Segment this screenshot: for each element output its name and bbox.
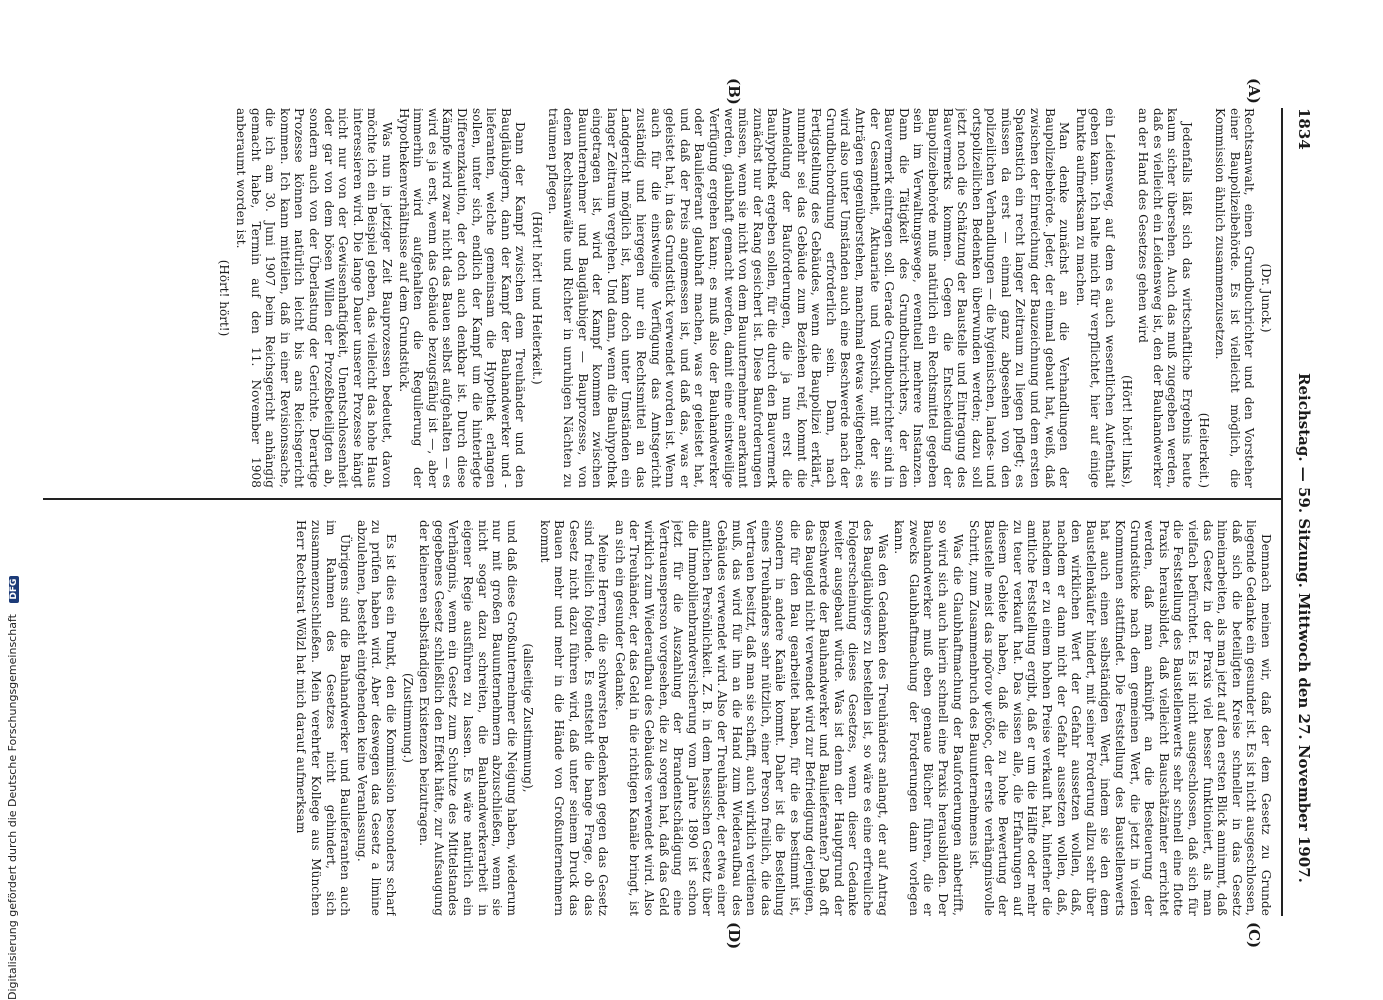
paragraph: Rechtsanwalt, einen Grundbuchrichter und den Vorsteher einer Baupolizeibehörde. Es ist vielleicht möglich, die Kommission ähnlich zusammenzusetzen. bbox=[1213, 108, 1257, 488]
page-header bbox=[1287, 108, 1313, 916]
interjection: (Zustimmung.) bbox=[400, 673, 415, 763]
dfg-logo: DFG bbox=[9, 576, 19, 603]
running-title: Reichstag. — 59. Sitzung. Mittwoch den 27. November 1907. bbox=[1295, 373, 1313, 883]
credit-text: Digitalisierung gefördert durch die Deutsche Forschungsgemeinschaft bbox=[6, 614, 19, 1000]
margin-marker-d: (D) bbox=[725, 922, 743, 950]
right-column bbox=[43, 520, 1273, 916]
paragraph: Meine Herren, die schwersten Bedenken gegen das Gesetz sind freilich folgende. Es entsteht die bange Frage, ob das Gesetz nicht dazu führen wird, daß unter seinem Druck das Bauen mehr und mehr in die Hände von Großunternehmern kommt bbox=[537, 520, 611, 916]
paragraph: Jedenfalls läßt sich das wirtschaftliche Ergebnis heute kaum sicher übersehen. Auch das muß zugegeben werden, daß es vielleicht ein Leidensweg ist, den der Bauhandwerker an der Hand des Gesetzes gehen wird bbox=[1136, 108, 1195, 488]
page-number: 1834 bbox=[1295, 108, 1313, 150]
paragraph: Was die Glaubhaftmachung der Bauforderungen anbetrifft, so wird sich auch hierin schnell eine Praxis herausbilden. Der Bauhandwerker muß eben genaue Bücher führen, die er zwecks Glaubhaftmachung der Forderungen dann vorlegen kann. bbox=[892, 520, 965, 916]
interjection: (Hört! hört! links), bbox=[1119, 374, 1134, 488]
interjection: (Hört! hört! und Heiterkeit.) bbox=[529, 211, 544, 385]
digitization-credit bbox=[6, 420, 20, 1000]
paragraph: Was nun in jetziger Zeit Bauprozessen bedeutet, davon möchte ich ein Beispiel geben, das vielleicht das hohe Haus interessieren wird. Die lange Dauer unserer Prozesse hängt nicht nur von der Gewissenhaftigkeit, Unentschlossenheit oder gar von dem bösen Willen der Prozeßbeteiligten ab, sondern auch von der Überlastung der Gerichte. Derartige Prozesse können natürlich leicht bis ans Reichsgericht kommen. Ich kann mitteilen, daß in einer Revisionssache, die ich am 30. Juni 1907 beim Reichsgericht anhängig gemacht habe, Termin auf den 11. November 1908 anberaumt worden ist. bbox=[234, 108, 394, 488]
margin-marker-b: (B) bbox=[725, 78, 743, 105]
paragraph: und daß diese Großunternehmer die Neigung haben, wiederum nur mit großen Bauunternehmern abzuschließen, wenn sie nicht sogar dazu schreiten, die Bauhandwerkerarbeit in eigener Regie ausführen zu lassen. Es wäre natürlich ein Verhängnis, wenn ein Gesetz zum Schutze des Mittelstandes gegebenes Gesetz schließlich den Effekt hätte, zur Aufsaugung der kleineren selbständigen Existenzen beizutragen. bbox=[417, 520, 519, 916]
interjection: (Heiterkeit.) bbox=[1196, 412, 1211, 488]
interjection: (allseitige Zustimmung), bbox=[521, 643, 536, 793]
paragraph: Man denke zunächst an die Verhandlungen der Baupolizeibehörde. Jeder, der einmal gebaut hat, weiß, daß zwischen der Einreichung der Bauzeichnung und dem ersten Spatenstich ein recht langer Zeitraum zu liegen pflegt; es müssen da erst — einmal ganz abgesehen von den polizeilichen Verhandlungen — die hygienischen, landes- und ortspolizeilichen Bedenken überwunden werden; dazu soll jetzt noch die Schätzung der Baustelle und Eintragung des Bauvermerks kommen. Gegen die Entscheidung der Baupolizeibehörde muß natürlich ein Rechtsmittel gegeben sein im Verwaltungswege, eventuell mehrere Instanzen. Dann die Tätigkeit des Grundbuchrichters, der den Bauvermerk eintragen soll. Gerade Grundbuchrichter sind in der Gesamtheit, Aktuariate und Vorsicht, mit der sie Anträgen gegenüberstehen, manchmal etwas weitgehend; es wird also unter Umständen auch eine Beschwerde nach der Grundbuchordnung erforderlich sein. Dann, nach Fertigstellung des Gebäudes, wenn die Baupolizei erklärt, nunmehr sei das Gebäude zum Beziehen reif, kommt die Anmeldung der Bauforderungen, die ja nun erst die Bauhypothek ergeben sollen, für die durch den Bauvermerk zunächst nur der Rang gesichert ist. Diese Bauforderungen müssen, wenn sie nicht von dem Bauunternehmer anerkannt werden, glaubhaft gemacht werden, damit eine einstweilige Verfügung ergehen kann; es muß also der Bauhandwerker oder Baulieferant glaubhaft machen, was er geleistet hat, und daß der Preis angemessen ist, und daß das, was er geleistet hat, in das Grundstück verwendet worden ist. Wenn auch für die einstweilige Verfügung das Amtsgericht zuständig und hiergegen nur ein Rechtsmittel an das Landgericht möglich ist, kann doch unter Umständen ein langer Zeitraum vergehen. Und dann, wenn die Bauhypothek eingetragen ist, wird der Kampf kommen zwischen Bauunternehmer und Baugläubiger — Bauprozesse, von denen Rechtsanwälte und Richter in unruhigen Nächten zu träumen pflegen. bbox=[546, 108, 1072, 488]
header-rule bbox=[1281, 108, 1283, 916]
margin-marker-c: (C) bbox=[1245, 922, 1263, 949]
paragraph: ein Leidensweg, auf dem es auch wesentlichen Aufenthalt geben kann. Ich halte mich für verpflichtet, hier auf einige Punkte aufmerksam zu machen. bbox=[1073, 108, 1118, 488]
paragraph: Was den Gedanken des Treuhänders anlangt, der auf Antrag des Baugläubigers zu bestellen ist, so wäre es eine erfreuliche Folgeerscheinung dieses Gesetzes, wenn dieser Gedanke weiter ausgebaut würde. Was ist denn der Hauptgrund der Beschwerde der Bauhandwerker und Baulieferanten? Daß oft das Baugeld nicht verwendet wird zur Befriedigung derjenigen, die für den Bau gearbeitet haben, für die es bestimmt ist, sondern in andere Kanäle kommt. Daher ist die Bestellung eines Treuhänders sehr nützlich, einer Person freilich, die das Vertrauen besitzt, daß man sie schafft, auch wirklich verdienen muß, das wird für ihn an die Hand zum Wiederaufbau des Gebäudes verwendet wird. Also der Treuhänder, der etwa einer amtlichen Persönlichkeit. Z. B. in dem hessischen Gesetz über die Immobilienbrandversicherung vom Jahre 1890 ist schon jetzt für die Auszahlung der Brandentschädigung eine Vertrauensperson vorgesehen, die zu sorgen hat, daß das Geld wirklich zum Wiederaufbau des Gebäudes verwendet wird. Also der Treuhänder, der das Geld in die richtigen Kanäle bringt, ist an sich ein gesunder Gedanke. bbox=[612, 520, 890, 916]
column-divider bbox=[43, 498, 1283, 500]
paragraph: Dann der Kampf zwischen dem Treuhänder und den Baugläubigern, dann der Kampf der Bauhandwerker und -lieferanten, welche gemeinsam die Hypothek erlangen sollen, unter sich, endlich der Kampf um die hinterlegte Differenzkaution, der doch auch denkbar ist. Durch diese Kämpfe wird zwar nicht das Bauen selbst aufgehalten — es wird es ja erst, wenn das Gebäude bezugsfähig ist —, aber immerhin wird aufgehalten die Regulierung der Hypothekenverhältnisse auf dem Grundstück. bbox=[396, 108, 528, 488]
speaker-name: (Dr. Junck.) bbox=[1259, 263, 1273, 333]
interjection: (Hört! hört!) bbox=[217, 259, 232, 337]
paragraph: Demnach meinen wir, daß der dem Gesetz zu Grunde liegende Gedanke ein gesunder ist. Es ist nicht ausgeschlossen, daß sich die beteiligten Kreise schneller in das Gesetz hineinarbeiten, als man jetzt auf den ersten Blick annimmt, daß das Gesetz in der Praxis viel besser funktioniert, als man vielfach befürchtet. Es ist nicht ausgeschlossen, daß sich für die Feststellung des Baustellenwerts sehr schnell eine flotte Praxis herausbildet, daß vielleicht Bauschätzämter errichtet werden, daß man anknüpft an die Besteuerung der Grundstücke nach dem gemeinen Wert, die jetzt in vielen Kommunen stattfindet. Die Feststellung des Baustellenwerts hat auch einen selbständigen Wert, indem sie den dem Baustellenkäufer hindert, mit seiner Forderung allzu sehr über den wirklichen Wert der Gefahr aussetzen wollen, daß, nachdem er dann nicht der Gefahr aussetzen wollen, daß, nachdem er zu einem hohen Preise verkauft hat, hinterher die amtliche Feststellung ergibt, daß er um die Hälfte oder mehr zu teuer verkauft hat. Das wissen alle, die Erfahrungen auf diesem Gebiete haben, daß die zu hohe Bewertung der Baustelle meist das πρῶτον ψεῦδος, der erste verhängnisvolle Schritt, zum Zusammenbruch des Bauunternehmens ist. bbox=[967, 520, 1273, 916]
paragraph: Übrigens sind die Bauhandwerker und Baulieferanten auch im Rahmen des Gesetzes nicht gehindert, sich zusammenzuschließen. Mein verehrter Kollege aus München Herr Rechtsrat Wölzl hat mich darauf aufmerksam bbox=[294, 520, 353, 916]
left-column bbox=[43, 108, 1273, 488]
margin-marker-a: (A) bbox=[1245, 78, 1263, 104]
paragraph: Es ist dies ein Punkt, den die Kommission besonders scharf zu prüfen haben wird. Aber deswegen das Gesetz a limine abzulehnen, besteht eintgehenden keine Veranlassung. bbox=[354, 520, 398, 916]
